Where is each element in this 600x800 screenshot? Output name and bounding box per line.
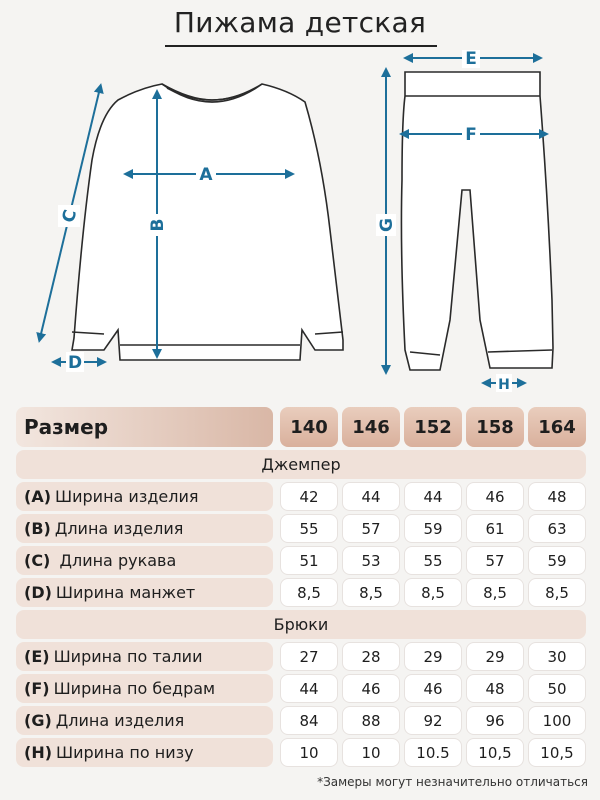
row-label bbox=[16, 706, 273, 735]
value-cell: 10,5 bbox=[466, 738, 524, 767]
section-header bbox=[13, 610, 590, 639]
size-header-cell: 140 bbox=[280, 407, 338, 447]
value-cell: 53 bbox=[342, 546, 400, 575]
row-label-text: Ширина изделия bbox=[55, 487, 199, 506]
value-cell: 48 bbox=[466, 674, 524, 703]
value-cell: 84 bbox=[280, 706, 338, 735]
value-cell: 29 bbox=[404, 642, 462, 671]
value-cell: 55 bbox=[280, 514, 338, 543]
value-cell: 28 bbox=[342, 642, 400, 671]
letter-c: C bbox=[58, 207, 82, 225]
row-label-text: Длина изделия bbox=[55, 711, 185, 730]
value-cell: 44 bbox=[280, 674, 338, 703]
table-row bbox=[13, 514, 590, 543]
value-cell: 8,5 bbox=[280, 578, 338, 607]
row-label bbox=[16, 546, 273, 575]
table-row bbox=[13, 642, 590, 671]
sweater-drawing bbox=[72, 84, 343, 360]
value-cell: 44 bbox=[404, 482, 462, 511]
row-code: (C) bbox=[24, 551, 51, 570]
value-cell: 55 bbox=[404, 546, 462, 575]
row-label bbox=[16, 674, 273, 703]
table-header bbox=[13, 407, 590, 447]
letter-d: D bbox=[67, 353, 83, 373]
value-cell: 100 bbox=[528, 706, 586, 735]
row-label-text: Ширина по талии bbox=[53, 647, 203, 666]
value-cell: 50 bbox=[528, 674, 586, 703]
value-cell: 88 bbox=[342, 706, 400, 735]
value-cell: 44 bbox=[342, 482, 400, 511]
size-header-cell: 146 bbox=[342, 407, 400, 447]
section-header bbox=[13, 450, 590, 479]
row-code: (H) bbox=[24, 743, 53, 762]
table-row bbox=[13, 706, 590, 735]
row-label-text: Ширина по низу bbox=[56, 743, 194, 762]
letter-f: F bbox=[465, 125, 477, 145]
page-title: Пижама детская bbox=[173, 6, 427, 39]
row-label bbox=[16, 482, 273, 511]
row-code: (A) bbox=[24, 487, 52, 506]
row-code: (F) bbox=[24, 679, 50, 698]
row-code: (G) bbox=[24, 711, 52, 730]
footnote: *Замеры могут незначительно отличаться bbox=[317, 775, 588, 789]
section-title: Брюки bbox=[16, 610, 586, 639]
size-header-cell: 158 bbox=[466, 407, 524, 447]
letter-e: E bbox=[465, 50, 477, 69]
value-cell: 27 bbox=[280, 642, 338, 671]
row-label-text: Длина рукава bbox=[54, 551, 177, 570]
value-cell: 46 bbox=[342, 674, 400, 703]
row-code: (B) bbox=[24, 519, 51, 538]
value-cell: 10 bbox=[342, 738, 400, 767]
value-cell: 48 bbox=[528, 482, 586, 511]
row-code: (E) bbox=[24, 647, 50, 666]
value-cell: 10,5 bbox=[528, 738, 586, 767]
value-cell: 8,5 bbox=[404, 578, 462, 607]
table-row bbox=[13, 546, 590, 575]
letter-g: G bbox=[377, 218, 397, 232]
table-row bbox=[13, 482, 590, 511]
table-row bbox=[13, 674, 590, 703]
garment-illustration bbox=[0, 50, 600, 400]
value-cell: 29 bbox=[466, 642, 524, 671]
row-label-text: Ширина манжет bbox=[55, 583, 196, 602]
value-cell: 8,5 bbox=[342, 578, 400, 607]
row-label-text: Длина изделия bbox=[54, 519, 184, 538]
letter-a: A bbox=[199, 165, 213, 185]
value-cell: 10.5 bbox=[404, 738, 462, 767]
title-underline bbox=[165, 45, 437, 47]
value-cell: 63 bbox=[528, 514, 586, 543]
value-cell: 51 bbox=[280, 546, 338, 575]
size-header-label: Размер bbox=[16, 407, 273, 447]
pants-drawing bbox=[401, 72, 553, 370]
section-title: Джемпер bbox=[16, 450, 586, 479]
row-label bbox=[16, 578, 273, 607]
value-cell: 10 bbox=[280, 738, 338, 767]
value-cell: 96 bbox=[466, 706, 524, 735]
value-cell: 8,5 bbox=[528, 578, 586, 607]
row-label-text: Ширина по бедрам bbox=[53, 679, 216, 698]
table-row bbox=[13, 738, 590, 767]
row-label bbox=[16, 642, 273, 671]
row-label bbox=[16, 738, 273, 767]
value-cell: 46 bbox=[466, 482, 524, 511]
value-cell: 92 bbox=[404, 706, 462, 735]
letter-h: H bbox=[498, 377, 510, 393]
value-cell: 8,5 bbox=[466, 578, 524, 607]
value-cell: 46 bbox=[404, 674, 462, 703]
table-row bbox=[13, 578, 590, 607]
size-header-cell: 164 bbox=[528, 407, 586, 447]
row-label bbox=[16, 514, 273, 543]
value-cell: 42 bbox=[280, 482, 338, 511]
value-cell: 57 bbox=[342, 514, 400, 543]
row-code: (D) bbox=[24, 583, 52, 602]
value-cell: 59 bbox=[404, 514, 462, 543]
value-cell: 61 bbox=[466, 514, 524, 543]
value-cell: 57 bbox=[466, 546, 524, 575]
value-cell: 59 bbox=[528, 546, 586, 575]
size-header-cell: 152 bbox=[404, 407, 462, 447]
letter-b: B bbox=[148, 218, 168, 232]
value-cell: 30 bbox=[528, 642, 586, 671]
